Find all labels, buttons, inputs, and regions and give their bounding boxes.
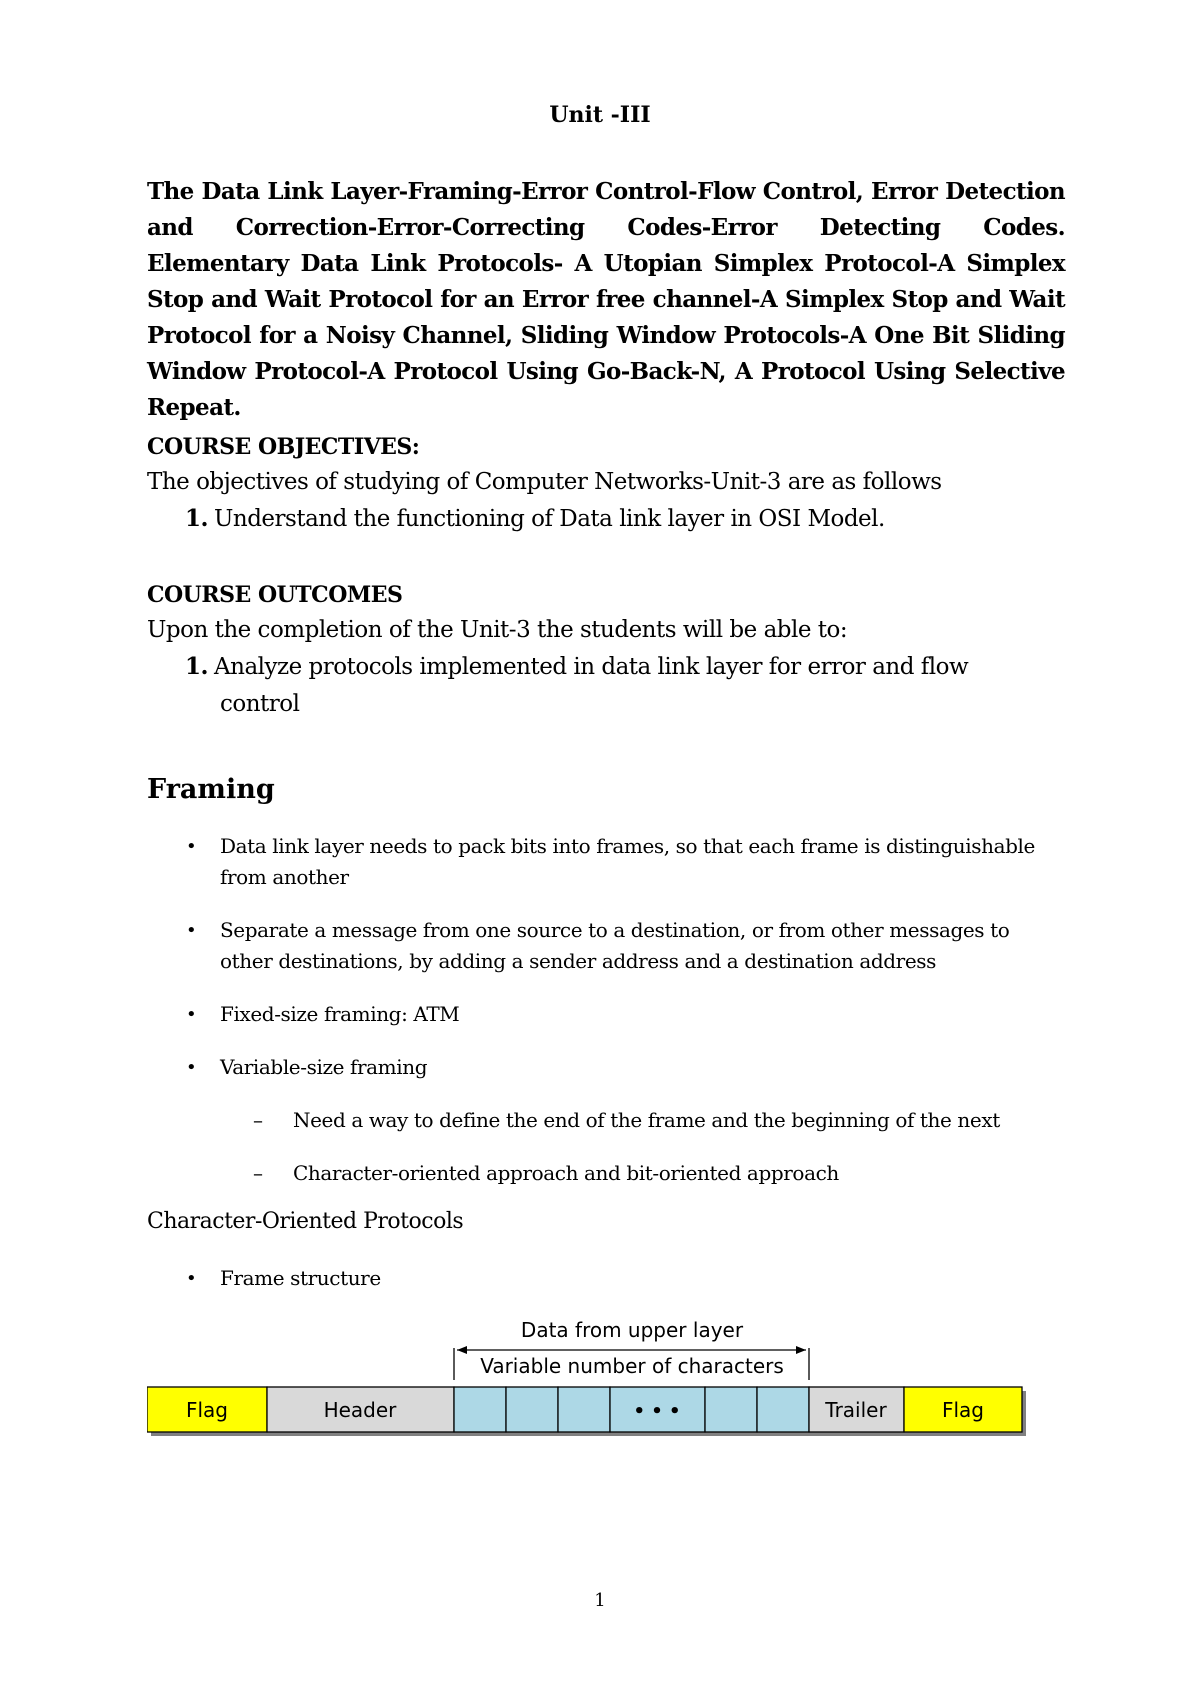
- objective-item-number: 1.: [185, 505, 209, 532]
- flag-end-label: Flag: [941, 1398, 985, 1422]
- sub-bullet-text: Character-oriented approach and bit-oriented approach: [293, 1161, 839, 1185]
- char-bullet: [186, 1263, 1046, 1294]
- unit-title: Unit -III: [549, 102, 651, 128]
- bullet-text: Variable-size framing: [220, 1055, 428, 1079]
- data-span-left-arrowhead: [457, 1346, 467, 1354]
- objectives-intro: The objectives of studying of Computer Networks-Unit-3 are as follows: [147, 469, 942, 495]
- objective-item-text: Understand the functioning of Data link layer in OSI Model.: [214, 506, 885, 532]
- bullet-marker: •: [186, 836, 197, 857]
- data-char-cell: [454, 1387, 506, 1432]
- bullet-text: Fixed-size framing: ATM: [220, 1002, 460, 1026]
- bullet-marker: •: [186, 1268, 197, 1289]
- bullet-text: Data link layer needs to pack bits into frames, so that each frame is distinguishable from another: [220, 834, 1035, 889]
- outcomes-heading: COURSE OUTCOMES: [147, 582, 403, 608]
- framing-bullet: [186, 999, 1046, 1030]
- sub-bullet-text: Need a way to define the end of the frame and the beginning of the next: [293, 1108, 1000, 1132]
- bullet-marker: •: [186, 920, 197, 941]
- data-char-cell: [558, 1387, 610, 1432]
- outcome-item-text: Analyze protocols implemented in data link layer for error and flow: [214, 654, 969, 680]
- header-label: Header: [323, 1398, 397, 1422]
- syllabus-paragraph: The Data Link Layer-Framing-Error Control-Flow Control, Error Detection and Correction-Error-Correcting Codes-Error Detecting Codes. Elementary Data Link Protocols- A Utopian Simplex Protocol-A Simplex Stop and Wait Protocol for an Error free channel-A Simplex Stop and Wait Protocol for a Noisy Channel, Sliding Window Protocols-A One Bit Sliding Window Protocol-A Protocol Using Go-Back-N, A Protocol Using Selective Repeat.: [147, 178, 1065, 421]
- framing-sub-bullet: [253, 1158, 1053, 1189]
- page-number: 1: [594, 1590, 606, 1611]
- objective-item: [185, 500, 1015, 538]
- framing-sub-bullet: [253, 1105, 1053, 1136]
- data-char-cell: [705, 1387, 757, 1432]
- bullet-text: Separate a message from one source to a destination, or from other messages to other destinations, by adding a sender address and a destination address: [220, 918, 1010, 973]
- outcome-item-number: 1.: [185, 653, 209, 680]
- framing-section-title: Framing: [147, 774, 275, 805]
- outcome-item-continuation: control: [220, 691, 300, 717]
- dash-marker: –: [253, 1108, 263, 1132]
- trailer-label: Trailer: [825, 1398, 887, 1422]
- ellipsis-label: • • •: [633, 1401, 681, 1422]
- framing-bullet: [186, 831, 1046, 893]
- outcome-item: [185, 648, 1015, 723]
- bullet-marker: •: [186, 1004, 197, 1025]
- data-span-right-arrowhead: [796, 1346, 806, 1354]
- data-char-cell: [757, 1387, 809, 1432]
- frame-structure-diagram: [147, 1310, 1027, 1440]
- framing-bullet: [186, 1052, 1046, 1083]
- framing-bullet: [186, 915, 1046, 977]
- objectives-heading: COURSE OBJECTIVES:: [147, 434, 420, 460]
- data-from-upper-layer-label: Data from upper layer: [520, 1318, 744, 1342]
- bullet-marker: •: [186, 1057, 197, 1078]
- bullet-text: Frame structure: [220, 1266, 381, 1290]
- data-char-cell: [506, 1387, 558, 1432]
- variable-characters-label: Variable number of characters: [480, 1354, 784, 1378]
- outcomes-intro: Upon the completion of the Unit-3 the students will be able to:: [147, 617, 848, 643]
- dash-marker: –: [253, 1161, 263, 1185]
- flag-start-label: Flag: [185, 1398, 229, 1422]
- char-oriented-heading: Character-Oriented Protocols: [147, 1209, 464, 1234]
